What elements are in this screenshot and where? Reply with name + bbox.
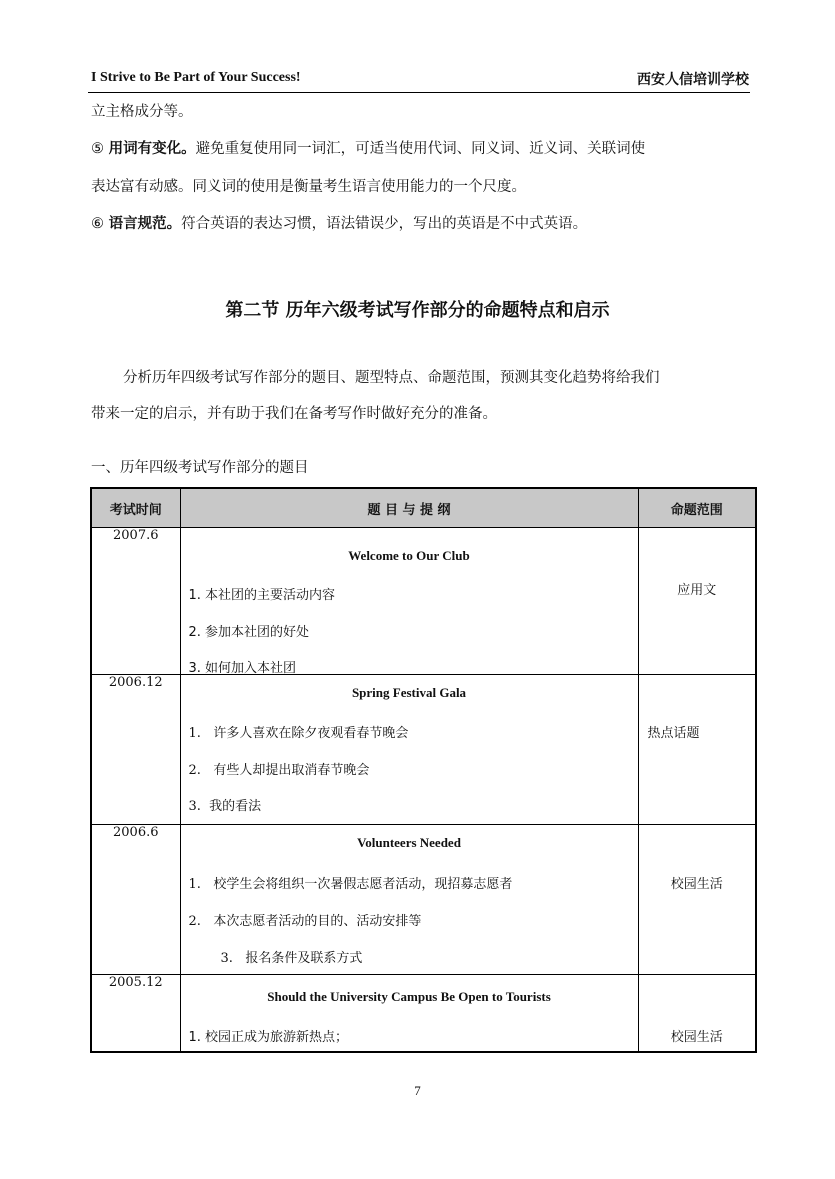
outline-item: 1. 本社团的主要活动内容 xyxy=(188,588,336,603)
outline-item: 1. 校园正成为旅游新热点； xyxy=(188,1030,349,1045)
row-topic xyxy=(180,528,638,675)
row-topic xyxy=(180,825,638,975)
page-number: 7 xyxy=(414,1083,421,1098)
row-time: 2005.12 xyxy=(91,975,180,1053)
row-time: 2006.6 xyxy=(91,825,180,975)
row-scope: 校园生活 xyxy=(638,825,756,975)
topic-title: Spring Festival Gala xyxy=(351,685,467,700)
outline-item: 3. 如何加入本社团 xyxy=(188,661,297,676)
row-time: 2006.12 xyxy=(91,675,180,825)
sub-heading: 一、历年四级考试写作部分的题目 xyxy=(91,460,309,476)
topic-title: Volunteers Needed xyxy=(357,835,461,850)
header-right-school: 西安人信培训学校 xyxy=(637,72,749,88)
row-scope: 热点话题 xyxy=(638,675,756,825)
table-row xyxy=(91,528,756,675)
section-paragraph-line-1: 分析历年四级考试写作部分的题目、题型特点、命题范围，预测其变化趋势将给我们 xyxy=(123,370,660,386)
bold-term-vocab-variety: 用词有变化。 xyxy=(108,141,196,157)
row-scope: 校园生活 xyxy=(638,975,756,1053)
intro-line-3: 表达富有动感。同义词的使用是衡量考生语言使用能力的一个尺度。 xyxy=(91,179,526,195)
header-left-slogan: I Strive to Be Part of Your Success! xyxy=(91,70,301,85)
intro-line-2-text: 避免重复使用同一词汇，可适当使用代词、同义词、近义词、关联词使 xyxy=(195,141,646,157)
outline-item: 1. 校学生会将组织一次暑假志愿者活动，现招募志愿者 xyxy=(188,877,513,892)
row-time: 2007.6 xyxy=(91,528,180,675)
row-topic xyxy=(180,975,638,1053)
exam-topics-table xyxy=(90,487,757,1053)
header-topic-scope: 命题范围 xyxy=(638,488,756,528)
section-paragraph-line-2: 带来一定的启示，并有助于我们在备考写作时做好充分的准备。 xyxy=(91,406,497,422)
table-header-row xyxy=(91,488,756,528)
section-title: 第二节 历年六级考试写作部分的命题特点和启示 xyxy=(225,300,610,321)
intro-line-2 xyxy=(91,139,645,159)
topic-title: Welcome to Our Club xyxy=(348,548,470,563)
topic-title: Should the University Campus Be Open to Tourists xyxy=(267,989,551,1004)
header-rule xyxy=(88,92,750,93)
row-topic xyxy=(180,675,638,825)
outline-item: 2. 参加本社团的好处 xyxy=(188,625,310,640)
circled-6-marker: ⑥ xyxy=(91,216,109,232)
row-scope: 应用文 xyxy=(638,528,756,675)
circled-5-marker: ⑤ xyxy=(91,141,109,157)
outline-item: 3. 报名条件及联系方式 xyxy=(220,951,363,966)
intro-line-1: 立主格成分等。 xyxy=(91,104,193,120)
bold-term-language-norms: 语言规范。 xyxy=(108,216,182,232)
intro-line-4 xyxy=(91,214,587,234)
outline-item: 2. 有些人却提出取消春节晚会 xyxy=(188,763,370,778)
header-exam-time: 考试时间 xyxy=(91,488,180,528)
table-row xyxy=(91,975,756,1053)
table-row xyxy=(91,675,756,825)
outline-item: 3. 我的看法 xyxy=(188,799,262,814)
outline-item: 1. 许多人喜欢在除夕夜观看春节晚会 xyxy=(188,726,409,741)
outline-item: 2. 本次志愿者活动的目的、活动安排等 xyxy=(188,914,422,929)
table-row xyxy=(91,825,756,975)
header-topic-outline: 题 目 与 提 纲 xyxy=(180,488,638,528)
intro-line-4-text: 符合英语的表达习惯，语法错误少，写出的英语是不中式英语。 xyxy=(181,216,588,232)
